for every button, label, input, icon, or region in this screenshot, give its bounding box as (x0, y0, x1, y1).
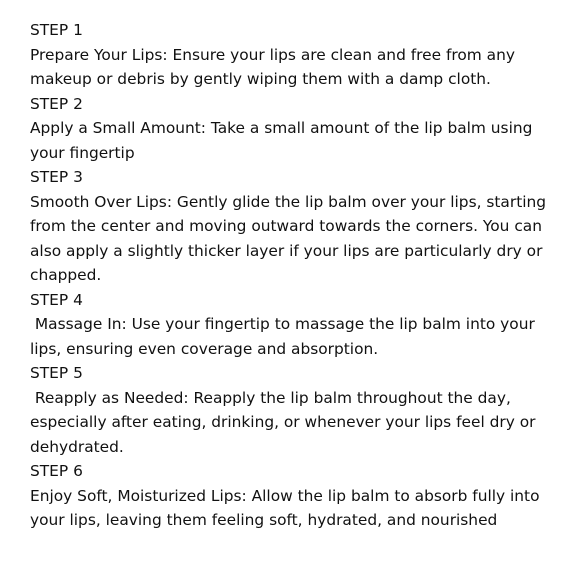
step-text-line: your lips, leaving them feeling soft, hydrated, and nourished (30, 511, 498, 529)
step-text-line: Smooth Over Lips: Gently glide the lip balm over your lips, starting (30, 192, 547, 211)
step-text-line: chapped. (30, 266, 102, 284)
step-text-line: Reapply as Needed: Reapply the lip balm throughout the day, (30, 388, 511, 407)
step-text-line: Massage In: Use your fingertip to massage the lip balm into your (30, 315, 535, 333)
step-text-line: Prepare Your Lips: Ensure your lips are clean and free from any (30, 45, 515, 64)
step-5 (30, 361, 560, 459)
instructions-document (30, 18, 560, 533)
step-text-line: lips, ensuring even coverage and absorption. (30, 339, 379, 358)
step-heading: STEP 5 (30, 364, 83, 382)
step-4 (30, 288, 560, 362)
step-6 (30, 459, 560, 533)
step-text-line: Enjoy Soft, Moisturized Lips: Allow the lip balm to absorb fully into (30, 486, 540, 505)
step-heading: STEP 3 (30, 168, 83, 186)
step-text-line: your fingertip (30, 143, 135, 162)
step-text-line: from the center and moving outward towards the corners. You can (30, 217, 542, 235)
step-text-line: also apply a slightly thicker layer if your lips are particularly dry or (30, 241, 543, 260)
step-heading: STEP 4 (30, 290, 83, 309)
step-text-line: Apply a Small Amount: Take a small amount of the lip balm using (30, 119, 533, 137)
step-text-line: especially after eating, drinking, or whenever your lips feel dry or (30, 413, 536, 431)
step-1 (30, 18, 560, 92)
step-heading: STEP 1 (30, 21, 83, 39)
step-heading: STEP 6 (30, 462, 83, 480)
step-text-line: dehydrated. (30, 437, 124, 456)
step-3 (30, 165, 560, 288)
step-2 (30, 92, 560, 166)
step-text-line: makeup or debris by gently wiping them with a damp cloth. (30, 70, 491, 88)
step-heading: STEP 2 (30, 94, 83, 113)
